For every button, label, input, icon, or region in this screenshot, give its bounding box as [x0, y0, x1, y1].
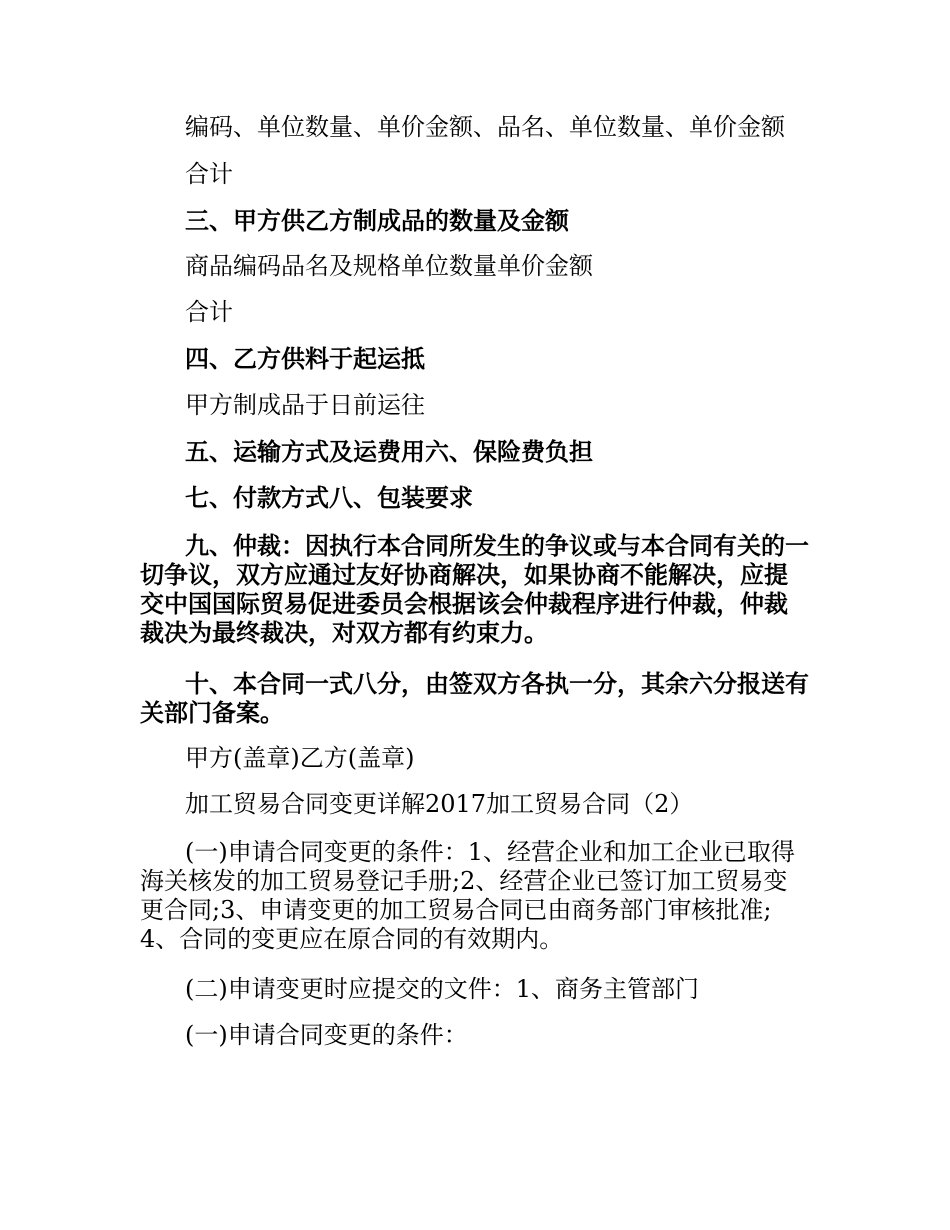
- paragraph-arbitration: 九、仲裁：因执行本合同所发生的争议或与本合同有关的一切争议，双方应通过友好协商解决，如果协商不能解决，应提交中国国际贸易促进委员会根据该会仲裁程序进行仲裁，仲裁裁决为最终裁决，对双方都有约束力。: [140, 531, 809, 647]
- paragraph-change-documents: (二)申请变更时应提交的文件：1、商务主管部门: [185, 975, 699, 1003]
- paragraph-total-2: 合计: [185, 298, 233, 326]
- paragraph-item-units: 编码、单位数量、单价金额、品名、单位数量、单价金额: [185, 113, 785, 141]
- heading-section-4: 四、乙方供料于起运抵: [185, 344, 425, 373]
- paragraph-change-title: 加工贸易合同变更详解2017加工贸易合同（2）: [185, 790, 694, 818]
- heading-section-5-6: 五、运输方式及运费用六、保险费负担: [185, 437, 593, 466]
- heading-section-7-8: 七、付款方式八、包装要求: [185, 483, 473, 512]
- heading-section-3: 三、甲方供乙方制成品的数量及金额: [185, 206, 569, 235]
- paragraph-change-conditions: (一)申请合同变更的条件：1、经营企业和加工企业已取得海关核发的加工贸易登记手册;2、经营企业已签订加工贸易变更合同;3、申请变更的加工贸易合同已由商务部门审核批准;4、合同的变更应在原合同的有效期内。: [140, 838, 795, 953]
- paragraph-copies: 十、本合同一式八分，由签双方各执一分，其余六分报送有关部门备案。: [140, 669, 809, 727]
- paragraph-delivery: 甲方制成品于日前运往: [185, 391, 425, 419]
- paragraph-signatures: 甲方(盖章)乙方(盖章): [185, 744, 415, 772]
- paragraph-total-1: 合计: [185, 160, 233, 188]
- paragraph-change-conditions-repeat: (一)申请合同变更的条件：: [185, 1021, 468, 1049]
- paragraph-product-columns: 商品编码品名及规格单位数量单价金额: [185, 252, 593, 280]
